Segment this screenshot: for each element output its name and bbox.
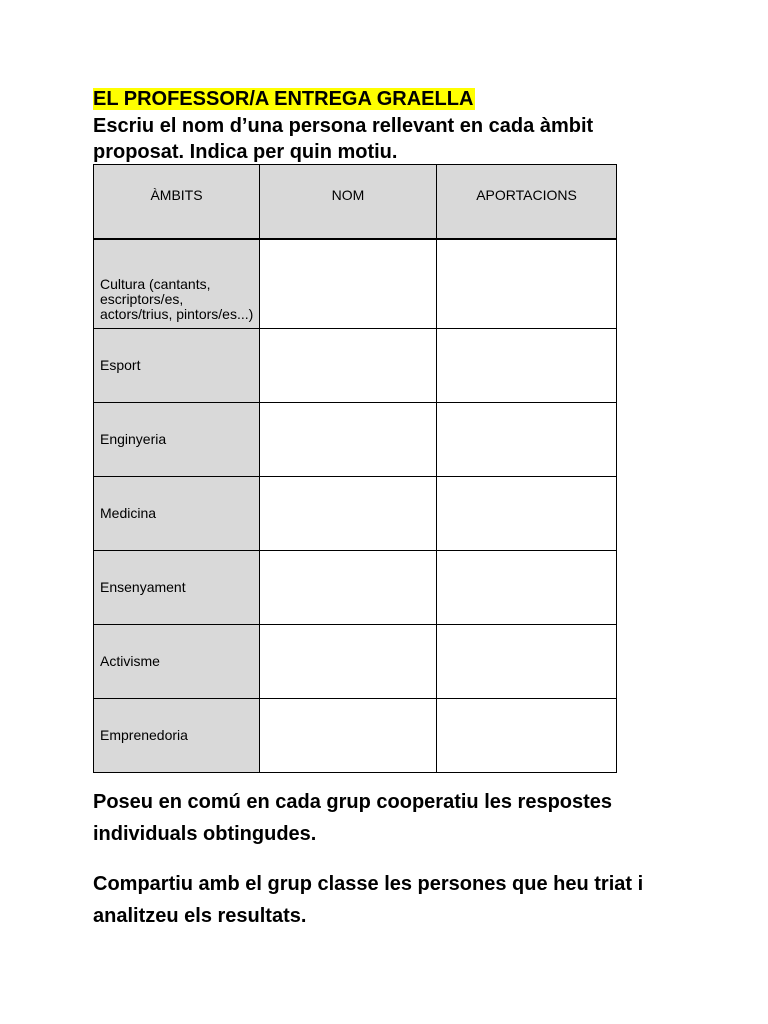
grid-header-row (94, 165, 617, 239)
class-instruction: Compartiu amb el grup classe les persones que heu triat i analitzeu els resultats. (93, 873, 644, 927)
nom-cell[interactable] (260, 699, 437, 773)
aportacions-cell[interactable] (437, 329, 617, 403)
column-header-nom: NOM (260, 165, 437, 239)
ambit-cell: Esport (94, 329, 260, 403)
ambit-cell: Emprenedoria (94, 699, 260, 773)
instruction-text: Escriu el nom d’una persona rellevant en cada àmbit proposat. Indica per quin motiu. (93, 115, 594, 163)
ambit-cell: Enginyeria (94, 403, 260, 477)
table-row (94, 477, 617, 551)
column-header-ambits: ÀMBITS (94, 165, 260, 239)
aportacions-cell[interactable] (437, 403, 617, 477)
aportacions-cell[interactable] (437, 699, 617, 773)
nom-cell[interactable] (260, 477, 437, 551)
nom-cell[interactable] (260, 403, 437, 477)
ambit-cell: Ensenyament (94, 551, 260, 625)
aportacions-cell[interactable] (437, 239, 617, 329)
column-header-aportacions: APORTACIONS (437, 165, 617, 239)
table-row (94, 699, 617, 773)
worksheet-title (93, 87, 475, 111)
aportacions-cell[interactable] (437, 551, 617, 625)
table-row (94, 625, 617, 699)
aportacions-cell[interactable] (437, 477, 617, 551)
table-row (94, 239, 617, 329)
table-row (94, 403, 617, 477)
aportacions-cell[interactable] (437, 625, 617, 699)
ambit-cell: Activisme (94, 625, 260, 699)
answer-grid (93, 164, 617, 773)
group-instruction: Poseu en comú en cada grup cooperatiu les respostes individuals obtingudes. (93, 791, 613, 845)
nom-cell[interactable] (260, 239, 437, 329)
table-row (94, 551, 617, 625)
title-highlight: EL PROFESSOR/A ENTREGA GRAELLA (93, 88, 474, 110)
ambit-cell: Cultura (cantants, escriptors/es, actors/trius, pintors/es...) (94, 239, 260, 329)
nom-cell[interactable] (260, 625, 437, 699)
nom-cell[interactable] (260, 551, 437, 625)
ambit-cell: Medicina (94, 477, 260, 551)
table-row (94, 329, 617, 403)
nom-cell[interactable] (260, 329, 437, 403)
